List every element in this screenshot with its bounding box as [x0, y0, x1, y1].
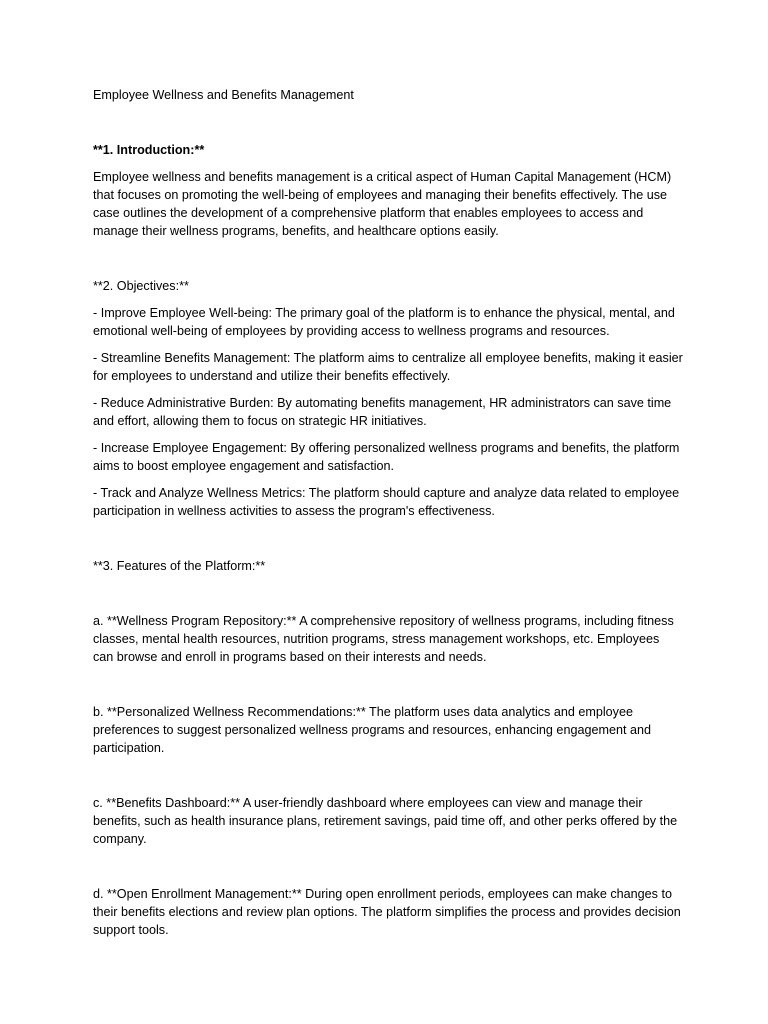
- objective-item: - Track and Analyze Wellness Metrics: The platform should capture and analyze data related to employee participation in wellness activities to assess the program's effectiveness.: [93, 486, 680, 518]
- document-body: [93, 86, 683, 976]
- objective-item: - Improve Employee Well-being: The primary goal of the platform is to enhance the physical, mental, and emotional well-being of employees by providing access to wellness programs and resources.: [93, 306, 675, 338]
- section-1-body: Employee wellness and benefits management is a critical aspect of Human Capital Management (HCM) that focuses on promoting the well-being of employees and managing their benefits effectively. The use case outlines the development of a comprehensive platform that enables employees to access and manage their wellness programs, benefits, and healthcare options easily.: [93, 170, 672, 238]
- section-1-heading: **1. Introduction:**: [93, 143, 205, 157]
- feature-item: c. **Benefits Dashboard:** A user-friendly dashboard where employees can view and manage their benefits, such as health insurance plans, retirement savings, paid time off, and other perks offered by the company.: [93, 796, 678, 846]
- feature-item: d. **Open Enrollment Management:** During open enrollment periods, employees can make changes to their benefits elections and review plan options. The platform simplifies the process and provides decision support tools.: [93, 887, 681, 937]
- section-2-heading: **2. Objectives:**: [93, 279, 189, 293]
- feature-item: a. **Wellness Program Repository:** A comprehensive repository of wellness programs, including fitness classes, mental health resources, nutrition programs, stress management workshops, etc. Employees can browse and enroll in programs based on their interests and needs.: [93, 614, 674, 664]
- objective-item: - Reduce Administrative Burden: By automating benefits management, HR administrators can save time and effort, allowing them to focus on strategic HR initiatives.: [93, 396, 672, 428]
- feature-item: b. **Personalized Wellness Recommendations:** The platform uses data analytics and employee preferences to suggest personalized wellness programs and resources, enhancing engagement and participation.: [93, 705, 651, 755]
- document-title: Employee Wellness and Benefits Management: [93, 88, 354, 102]
- objective-item: - Increase Employee Engagement: By offering personalized wellness programs and benefits, the platform aims to boost employee engagement and satisfaction.: [93, 441, 680, 473]
- objective-item: - Streamline Benefits Management: The platform aims to centralize all employee benefits, making it easier for employees to understand and utilize their benefits effectively.: [93, 351, 683, 383]
- section-3-heading: **3. Features of the Platform:**: [93, 559, 266, 573]
